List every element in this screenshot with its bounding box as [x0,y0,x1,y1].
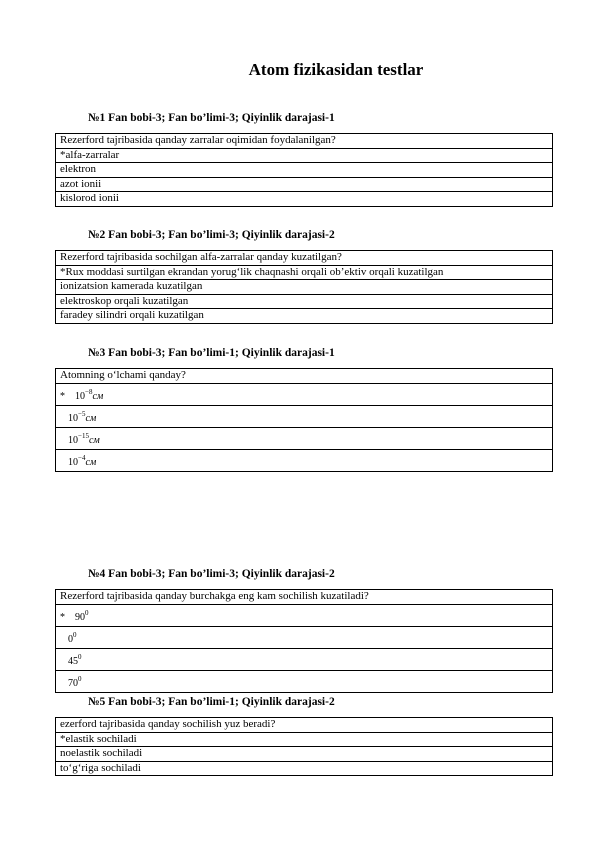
question-2-text: Rezerford tajribasida sochilgan alfa-zarralar qanday kuzatilgan? [56,251,553,266]
question-1-table [55,133,553,207]
answer-4-1: * $90^0$ [56,604,553,626]
question-1-text: Rezerford tajribasida qanday zarralar oqimidan foydalanilgan? [56,134,553,149]
answer-3-1: * $10^{-8}см$ [56,383,553,405]
question-2-header: №2 Fan bobi-3; Fan bo’limi-3; Qiyinlik darajasi-2 [88,229,335,241]
answer-1-4: kislorod ionii [56,192,553,207]
answer-2-3: elektroskop orqali kuzatilgan [56,294,553,309]
answer-4-2: $0^0$ [56,626,553,648]
answer-4-3: $45^0$ [56,648,553,670]
answer-1-1: *alfa-zarralar [56,148,553,163]
question-5-header: №5 Fan bobi-3; Fan bo’limi-1; Qiyinlik darajasi-2 [88,696,335,708]
answer-3-2: $10^{-5}см$ [56,405,553,427]
answer-2-2: ionizatsion kamerada kuzatilgan [56,280,553,295]
answer-4-4: $70^0$ [56,670,553,692]
answer-2-1: *Rux moddasi surtilgan ekrandan yorug‘lik chaqnashi orqali ob’ektiv orqali kuzatilgan [56,265,553,280]
page-title: Atom fizikasidan testlar [248,60,424,79]
answer-3-3: $10^{-15}см$ [56,427,553,449]
question-5-text: ezerford tajribasida qanday sochilish yuz beradi? [56,718,553,733]
answer-5-2: noelastik sochiladi [56,747,553,762]
answer-1-2: elektron [56,163,553,178]
question-1-header: №1 Fan bobi-3; Fan bo’limi-3; Qiyinlik darajasi-1 [88,112,335,124]
answer-2-4: faradey silindri orqali kuzatilgan [56,309,553,324]
answer-1-3: azot ionii [56,177,553,192]
question-3-text: Atomning o‘lchami qanday? [56,369,553,384]
question-3-header: №3 Fan bobi-3; Fan bo’limi-1; Qiyinlik darajasi-1 [88,347,335,359]
answer-3-4: $10^{-4}см$ [56,449,553,471]
question-4-table [55,589,553,693]
question-3-table [55,368,553,472]
answer-5-3: to‘g‘riga sochiladi [56,761,553,776]
question-4-text: Rezerford tajribasida qanday burchakga eng kam sochilish kuzatiladi? [56,590,553,605]
answer-5-1: *elastik sochiladi [56,732,553,747]
question-4-header: №4 Fan bobi-3; Fan bo’limi-3; Qiyinlik darajasi-2 [88,568,335,580]
question-5-table [55,717,553,776]
question-2-table [55,250,553,324]
